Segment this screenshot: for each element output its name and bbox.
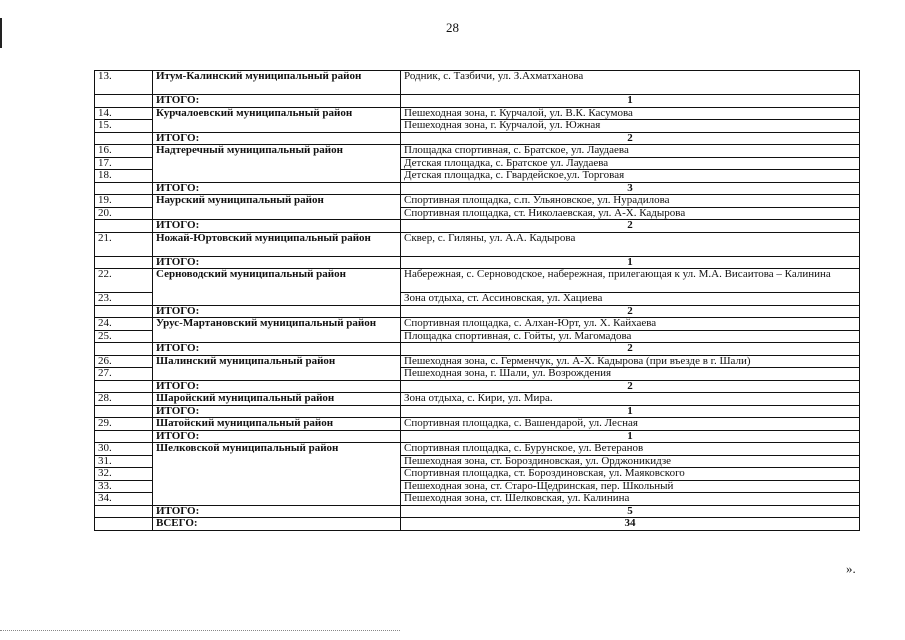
total-label: ИТОГО: bbox=[153, 95, 401, 108]
total-row bbox=[95, 95, 860, 108]
object-address: Площадка спортивная, с. Гойты, ул. Магомадова bbox=[401, 330, 860, 343]
row-number: 16. bbox=[95, 145, 153, 158]
row-number: 13. bbox=[95, 71, 153, 95]
object-address: Зона отдыха, ст. Ассиновская, ул. Хациева bbox=[401, 293, 860, 306]
total-row bbox=[95, 343, 860, 356]
district-name: Урус-Мартановский муниципальный район bbox=[153, 318, 401, 343]
row-number: 32. bbox=[95, 468, 153, 481]
table-row bbox=[95, 232, 860, 256]
row-number: 17. bbox=[95, 157, 153, 170]
table-body bbox=[95, 71, 860, 531]
total-count: 2 bbox=[401, 220, 860, 233]
table-row bbox=[95, 393, 860, 406]
row-number: 21. bbox=[95, 232, 153, 256]
total-row bbox=[95, 405, 860, 418]
districts-table bbox=[94, 70, 860, 531]
row-number bbox=[95, 405, 153, 418]
total-label: ИТОГО: bbox=[153, 343, 401, 356]
page-number: 28 bbox=[446, 20, 459, 35]
table-row bbox=[95, 107, 860, 120]
row-number: 20. bbox=[95, 207, 153, 220]
table-row bbox=[95, 443, 860, 456]
total-label: ИТОГО: bbox=[153, 305, 401, 318]
object-address: Детская площадка, с. Братское ул. Лаудаева bbox=[401, 157, 860, 170]
table-row bbox=[95, 269, 860, 293]
total-row bbox=[95, 305, 860, 318]
district-name: Ножай-Юртовский муниципальный район bbox=[153, 232, 401, 256]
district-name: Серноводский муниципальный район bbox=[153, 269, 401, 306]
total-label: ИТОГО: bbox=[153, 182, 401, 195]
grand-total-label: ВСЕГО: bbox=[153, 518, 401, 531]
district-name: Шатойский муниципальный район bbox=[153, 418, 401, 431]
total-row bbox=[95, 220, 860, 233]
total-label: ИТОГО: bbox=[153, 505, 401, 518]
row-number bbox=[95, 256, 153, 269]
total-count: 2 bbox=[401, 132, 860, 145]
row-number bbox=[95, 132, 153, 145]
total-count: 1 bbox=[401, 405, 860, 418]
total-count: 2 bbox=[401, 343, 860, 356]
object-address: Набережная, с. Серноводское, набережная, прилегающая к ул. М.А. Висаитова – Калинина bbox=[401, 269, 860, 293]
grand-total-count: 34 bbox=[401, 518, 860, 531]
row-number: 18. bbox=[95, 170, 153, 183]
object-address: Детская площадка, с. Гвардейское,ул. Торговая bbox=[401, 170, 860, 183]
row-number bbox=[95, 518, 153, 531]
table-row bbox=[95, 418, 860, 431]
table-row bbox=[95, 318, 860, 331]
total-label: ИТОГО: bbox=[153, 380, 401, 393]
object-address: Спортивная площадка, с.п. Ульяновское, ул. Нурадилова bbox=[401, 195, 860, 208]
object-address: Зона отдыха, с. Кири, ул. Мира. bbox=[401, 393, 860, 406]
object-address: Спортивная площадка, с. Алхан-Юрт, ул. Х. Кайхаева bbox=[401, 318, 860, 331]
object-address: Родник, с. Тазбичи, ул. З.Ахматханова bbox=[401, 71, 860, 95]
total-row bbox=[95, 256, 860, 269]
object-address: Площадка спортивная, с. Братское, ул. Лаудаева bbox=[401, 145, 860, 158]
row-number bbox=[95, 343, 153, 356]
district-name: Шелковской муниципальный район bbox=[153, 443, 401, 506]
object-address: Пешеходная зона, г. Курчалой, ул. В.К. Касумова bbox=[401, 107, 860, 120]
row-number: 22. bbox=[95, 269, 153, 293]
row-number bbox=[95, 380, 153, 393]
total-row bbox=[95, 132, 860, 145]
object-address: Пешеходная зона, с. Герменчук, ул. А-Х. Кадырова (при въезде в г. Шали) bbox=[401, 355, 860, 368]
row-number: 23. bbox=[95, 293, 153, 306]
row-number: 29. bbox=[95, 418, 153, 431]
row-number: 28. bbox=[95, 393, 153, 406]
row-number bbox=[95, 430, 153, 443]
row-number: 34. bbox=[95, 493, 153, 506]
district-name: Шаройский муниципальный район bbox=[153, 393, 401, 406]
row-number bbox=[95, 95, 153, 108]
row-number: 27. bbox=[95, 368, 153, 381]
total-row bbox=[95, 505, 860, 518]
object-address: Пешеходная зона, ст. Старо-Щедринская, пер. Школьный bbox=[401, 480, 860, 493]
row-number bbox=[95, 505, 153, 518]
row-number: 15. bbox=[95, 120, 153, 133]
object-address: Спортивная площадка, ст. Николаевская, ул. А-Х. Кадырова bbox=[401, 207, 860, 220]
row-number: 30. bbox=[95, 443, 153, 456]
total-label: ИТОГО: bbox=[153, 405, 401, 418]
total-count: 1 bbox=[401, 256, 860, 269]
row-number: 26. bbox=[95, 355, 153, 368]
scan-noise-line bbox=[0, 630, 400, 631]
total-row bbox=[95, 430, 860, 443]
table-row bbox=[95, 71, 860, 95]
row-number bbox=[95, 220, 153, 233]
district-name: Надтеречный муниципальный район bbox=[153, 145, 401, 183]
object-address: Пешеходная зона, ст. Бороздиновская, ул. Орджоникидзе bbox=[401, 455, 860, 468]
district-name: Итум-Калинский муниципальный район bbox=[153, 71, 401, 95]
row-number: 33. bbox=[95, 480, 153, 493]
district-name: Наурский муниципальный район bbox=[153, 195, 401, 220]
object-address: Сквер, с. Гиляны, ул. А.А. Кадырова bbox=[401, 232, 860, 256]
row-number bbox=[95, 182, 153, 195]
table-row bbox=[95, 195, 860, 208]
row-number: 25. bbox=[95, 330, 153, 343]
object-address: Спортивная площадка, с. Вашендарой, ул. Лесная bbox=[401, 418, 860, 431]
grand-total-row bbox=[95, 518, 860, 531]
table-row bbox=[95, 355, 860, 368]
total-label: ИТОГО: bbox=[153, 256, 401, 269]
total-count: 2 bbox=[401, 380, 860, 393]
total-count: 1 bbox=[401, 430, 860, 443]
object-address: Пешеходная зона, ст. Шелковская, ул. Калинина bbox=[401, 493, 860, 506]
total-label: ИТОГО: bbox=[153, 430, 401, 443]
object-address: Пешеходная зона, г. Курчалой, ул. Южная bbox=[401, 120, 860, 133]
total-label: ИТОГО: bbox=[153, 220, 401, 233]
row-number: 19. bbox=[95, 195, 153, 208]
object-address: Спортивная площадка, ст. Бороздиновская, ул. Маяковского bbox=[401, 468, 860, 481]
total-count: 5 bbox=[401, 505, 860, 518]
object-address: Пешеходная зона, г. Шали, ул. Возрождения bbox=[401, 368, 860, 381]
row-number: 24. bbox=[95, 318, 153, 331]
total-count: 1 bbox=[401, 95, 860, 108]
total-count: 2 bbox=[401, 305, 860, 318]
total-label: ИТОГО: bbox=[153, 132, 401, 145]
row-number: 31. bbox=[95, 455, 153, 468]
row-number bbox=[95, 305, 153, 318]
total-row bbox=[95, 380, 860, 393]
total-count: 3 bbox=[401, 182, 860, 195]
table-row bbox=[95, 145, 860, 158]
district-name: Курчалоевский муниципальный район bbox=[153, 107, 401, 132]
total-row bbox=[95, 182, 860, 195]
closing-quote-mark: ». bbox=[846, 561, 856, 576]
object-address: Спортивная площадка, с. Бурунское, ул. Ветеранов bbox=[401, 443, 860, 456]
row-number: 14. bbox=[95, 107, 153, 120]
district-name: Шалинский муниципальный район bbox=[153, 355, 401, 380]
